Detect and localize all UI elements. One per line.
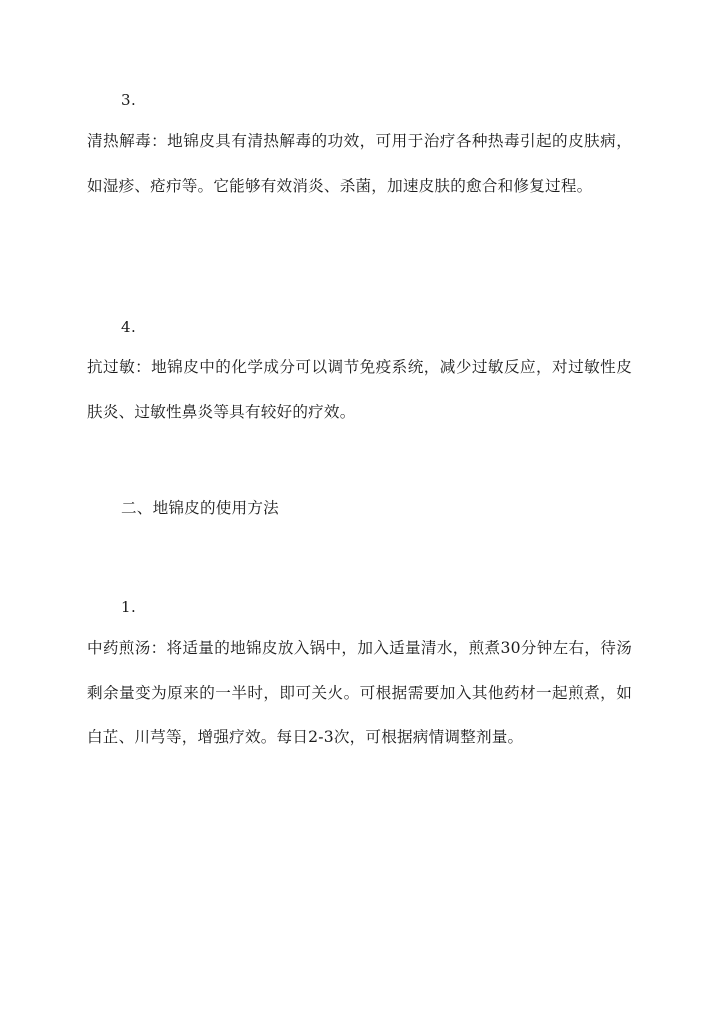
item-number-4: 4.: [121, 318, 137, 336]
paragraph-anti-allergy: 抗过敏：地锦皮中的化学成分可以调节免疫系统，减少过敏反应，对过敏性皮肤炎、过敏性鼻炎等具有较好的疗效。: [87, 358, 632, 421]
paragraph-decoction: 中药煎汤：将适量的地锦皮放入锅中，加入适量清水，煎煮30分钟左右，待汤剩余量变为原来的一半时，即可关火。可根据需要加入其他药材一起煎煮，如白芷、川芎等，增强疗效。每日2-3次，可根据病情调整剂量。: [87, 639, 632, 746]
paragraph-heat-clearing: 清热解毒：地锦皮具有清热解毒的功效，可用于治疗各种热毒引起的皮肤病，如湿疹、疮疖等。它能够有效消炎、杀菌，加速皮肤的愈合和修复过程。: [87, 132, 632, 195]
section-heading-usage: 二、地锦皮的使用方法: [121, 499, 279, 517]
item-number-1: 1.: [121, 598, 137, 616]
item-number-3: 3.: [121, 91, 137, 109]
